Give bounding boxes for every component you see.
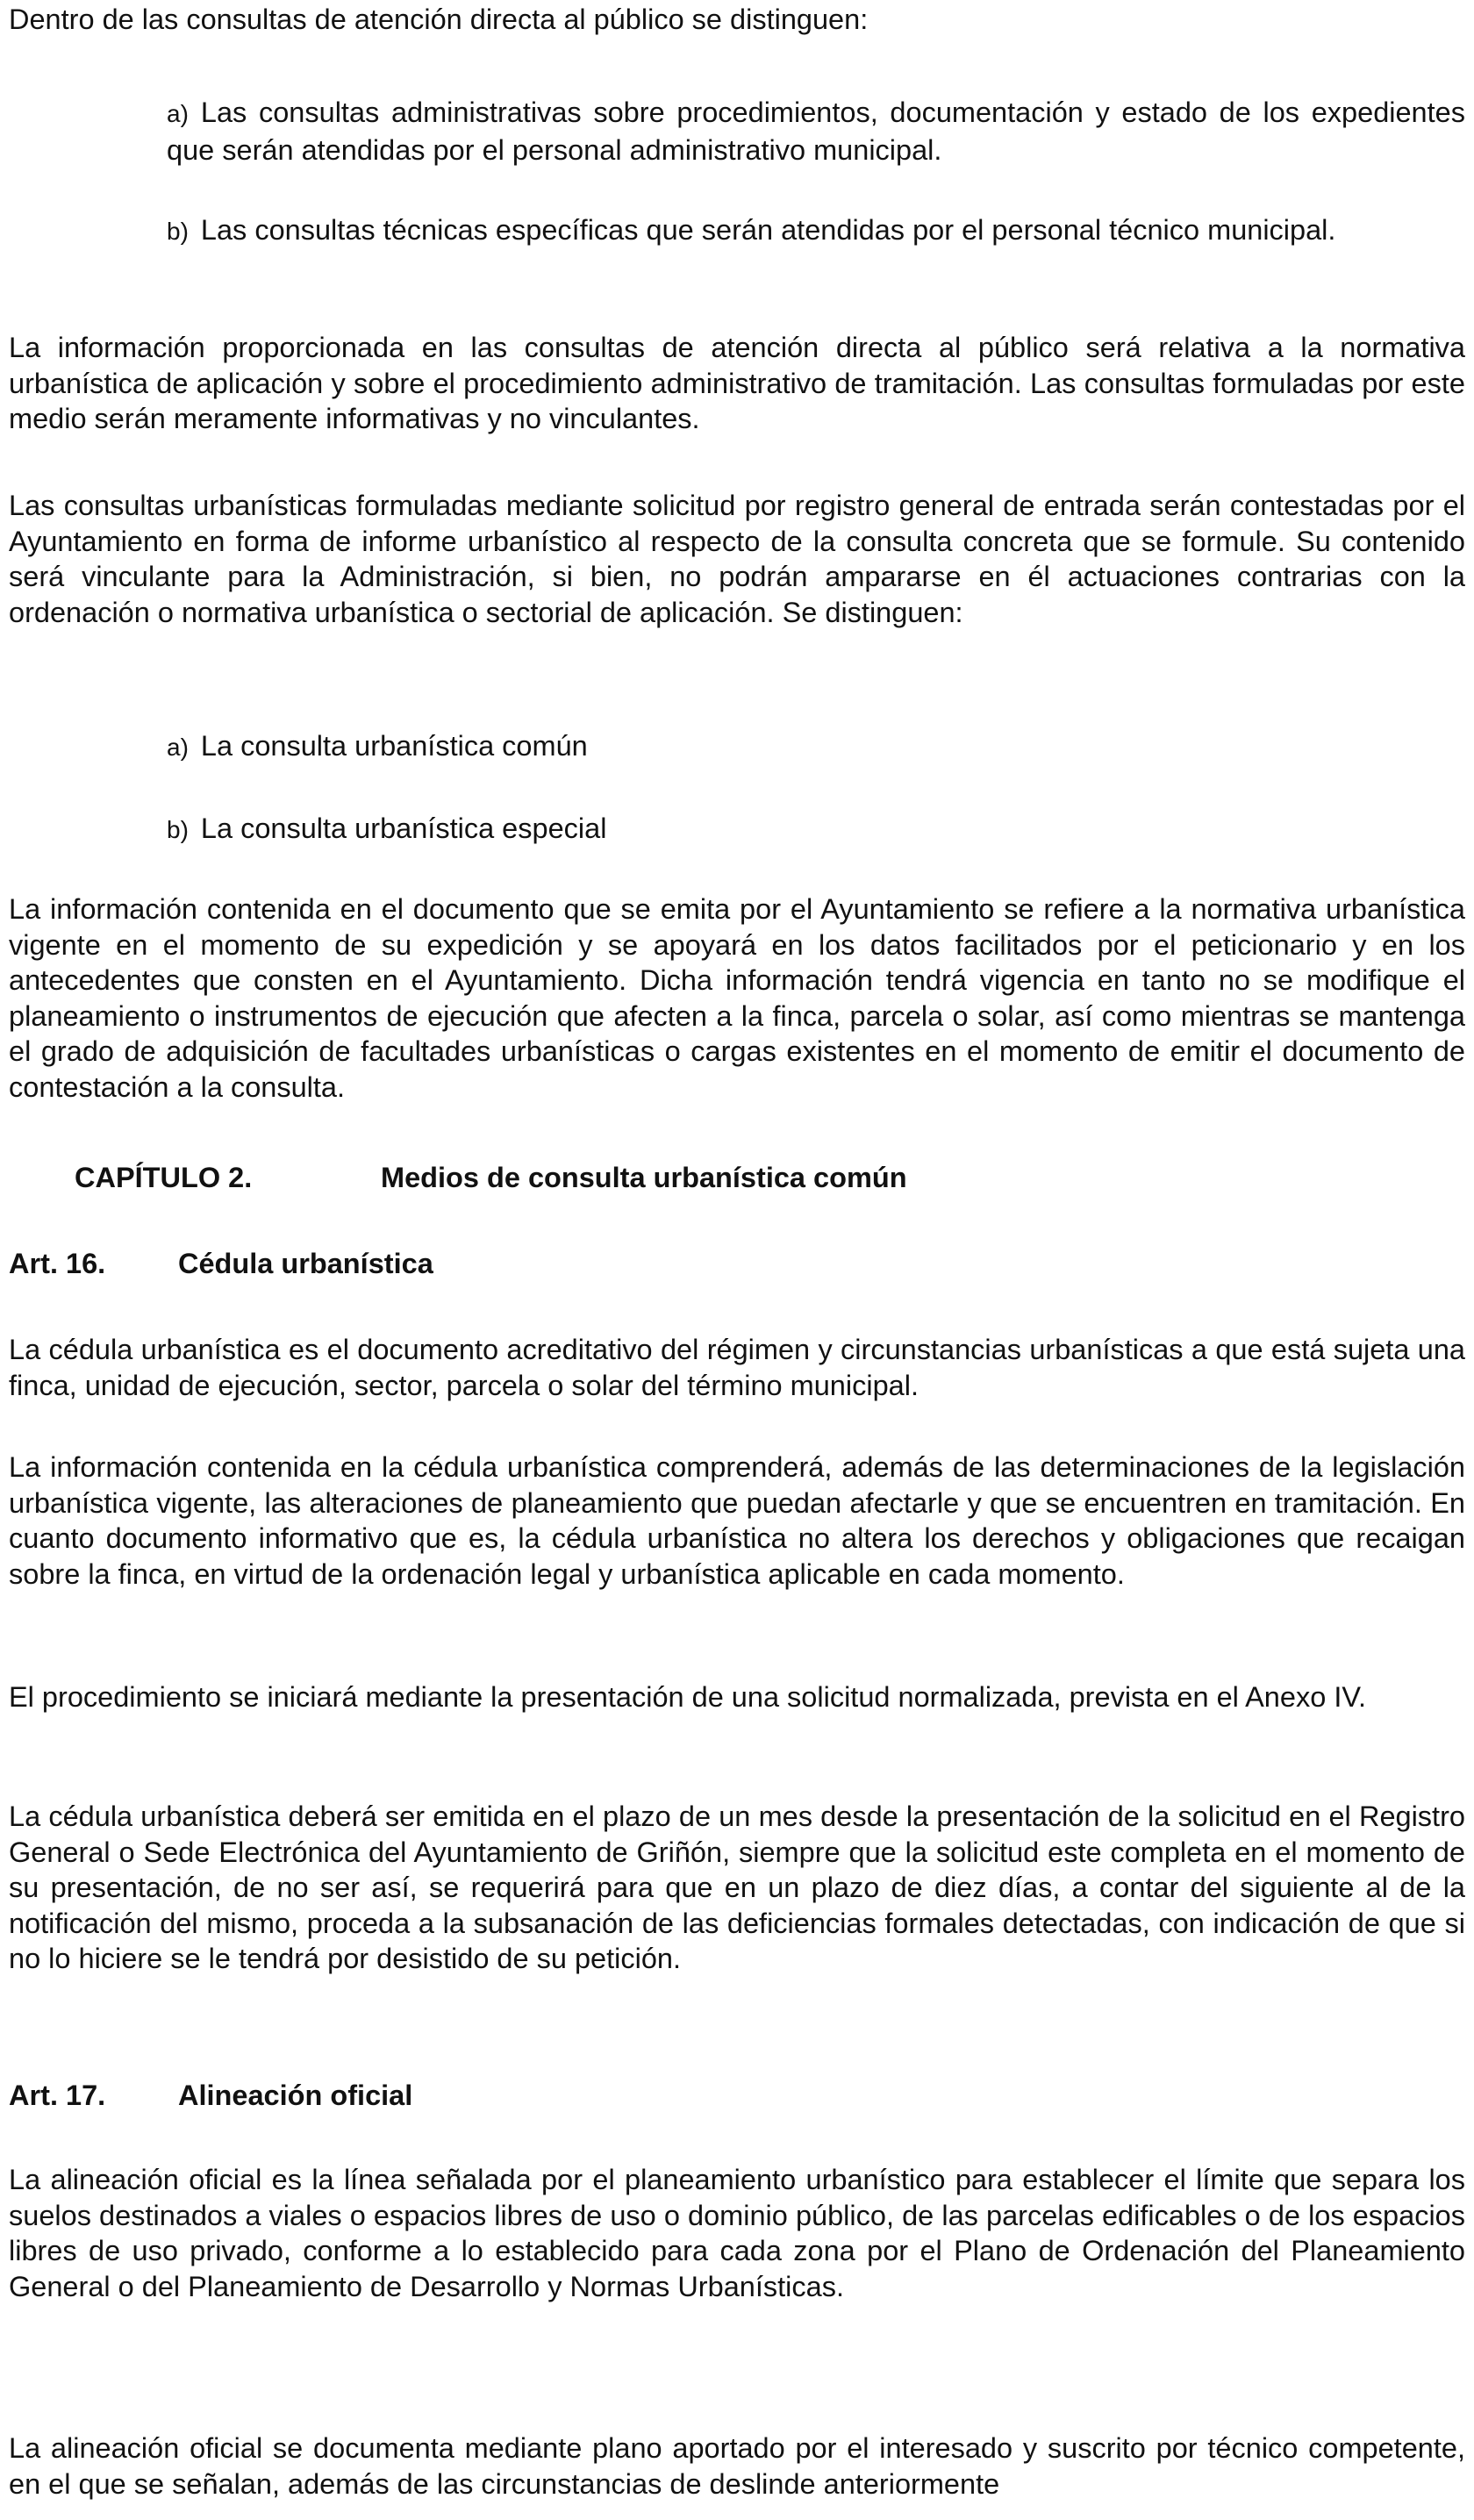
list-item-text: Las consultas administrativas sobre procedimientos, documentación y estado de los expedientes que serán atendidas por el personal administrativo municipal. (167, 97, 1465, 166)
article-title: Alineación oficial (178, 2080, 413, 2111)
article-number: Art. 16. (9, 1248, 106, 1279)
list-marker: b) (167, 816, 189, 843)
list-item (167, 728, 1465, 766)
documento-paragraph: La información contenida en el documento que se emita por el Ayuntamiento se refiere a la normativa urbanística vigente en el momento de su expedición y se apoyará en los datos facilitados por el peticionario y en los antecedentes que consten en el Ayuntamiento. Dicha información tendrá vigencia en tanto no se modifique el planeamiento o instrumentos de ejecución que afecten a la finca, parcela o solar, así como mientras se mantenga el grado de adquisición de facultades urbanísticas o cargas existentes en el momento de emitir el documento de contestación a la consulta. (9, 893, 1465, 1103)
list-marker: b) (167, 218, 189, 245)
art16-paragraph: La información contenida en la cédula urbanística comprenderá, además de las determinaciones de la legislación urbanística vigente, las alteraciones de planeamiento que puedan afectarle y que se encuentren en tramitación. En cuanto documento informativo que es, la cédula urbanística no altera los derechos y obligaciones que recaigan sobre la finca, en virtud de la ordenación legal y urbanística aplicable en cada momento. (9, 1451, 1465, 1590)
list-item (167, 212, 1465, 250)
chapter-title: Medios de consulta urbanística común (381, 1162, 907, 1193)
chapter-heading (75, 1160, 907, 1196)
list-item (167, 95, 1465, 168)
info-paragraph: La información proporcionada en las consultas de atención directa al público será relativa a la normativa urbanística de aplicación y sobre el procedimiento administrativo de tramitación. Las consultas formuladas por este medio serán meramente informativas y no vinculantes. (9, 332, 1465, 434)
list-item-text: La consulta urbanística común (200, 730, 588, 762)
art16-paragraph: La cédula urbanística es el documento acreditativo del régimen y circunstancias urbanísticas a que está sujeta una finca, unidad de ejecución, sector, parcela o solar del término municipal. (9, 1334, 1465, 1401)
list-marker: a) (167, 734, 189, 761)
list-item-text: La consulta urbanística especial (200, 813, 607, 844)
list-marker: a) (167, 100, 189, 127)
list-item (167, 811, 1465, 848)
art16-paragraph: La cédula urbanística deberá ser emitida en el plazo de un mes desde la presentación de la solicitud en el Registro General o Sede Electrónica del Ayuntamiento de Griñón, siempre que la solicitud este completa en el momento de su presentación, de no ser así, se requerirá para que en un plazo de diez días, a contar del siguiente al de la notificación del mismo, proceda a la subsanación de las deficiencias formales detectadas, con indicación de que si no lo hiciere se le tendrá por desistido de su petición. (9, 1801, 1465, 1974)
art17-paragraph: La alineación oficial se documenta mediante plano aportado por el interesado y suscrito por técnico competente, en el que se señalan, además de las circunstancias de deslinde anteriormente (9, 2432, 1465, 2500)
intro-paragraph: Dentro de las consultas de atención directa al público se distinguen: (9, 4, 869, 35)
article-number: Art. 17. (9, 2080, 106, 2111)
article-heading (9, 2078, 412, 2114)
chapter-number: CAPÍTULO 2. (75, 1162, 253, 1193)
article-heading (9, 1246, 433, 1282)
article-title: Cédula urbanística (178, 1248, 433, 1279)
registro-paragraph: Las consultas urbanísticas formuladas mediante solicitud por registro general de entrada serán contestadas por el Ayuntamiento en forma de informe urbanístico al respecto de la consulta concreta que se formule. Su contenido será vinculante para la Administración, si bien, no podrán ampararse en él actuaciones contrarias con la ordenación o normativa urbanística o sectorial de aplicación. Se distinguen: (9, 490, 1465, 628)
art16-paragraph: El procedimiento se iniciará mediante la presentación de una solicitud normalizada, prevista en el Anexo IV. (9, 1681, 1367, 1713)
list-item-text: Las consultas técnicas específicas que serán atendidas por el personal técnico municipal. (200, 214, 1336, 246)
art17-paragraph: La alineación oficial es la línea señalada por el planeamiento urbanístico para establecer el límite que separa los suelos destinados a viales o espacios libres de uso o dominio público, de las parcelas edificables o de los espacios libres de uso privado, conforme a lo establecido para cada zona por el Plano de Ordenación del Planeamiento General o del Planeamiento de Desarrollo y Normas Urbanísticas. (9, 2164, 1465, 2302)
